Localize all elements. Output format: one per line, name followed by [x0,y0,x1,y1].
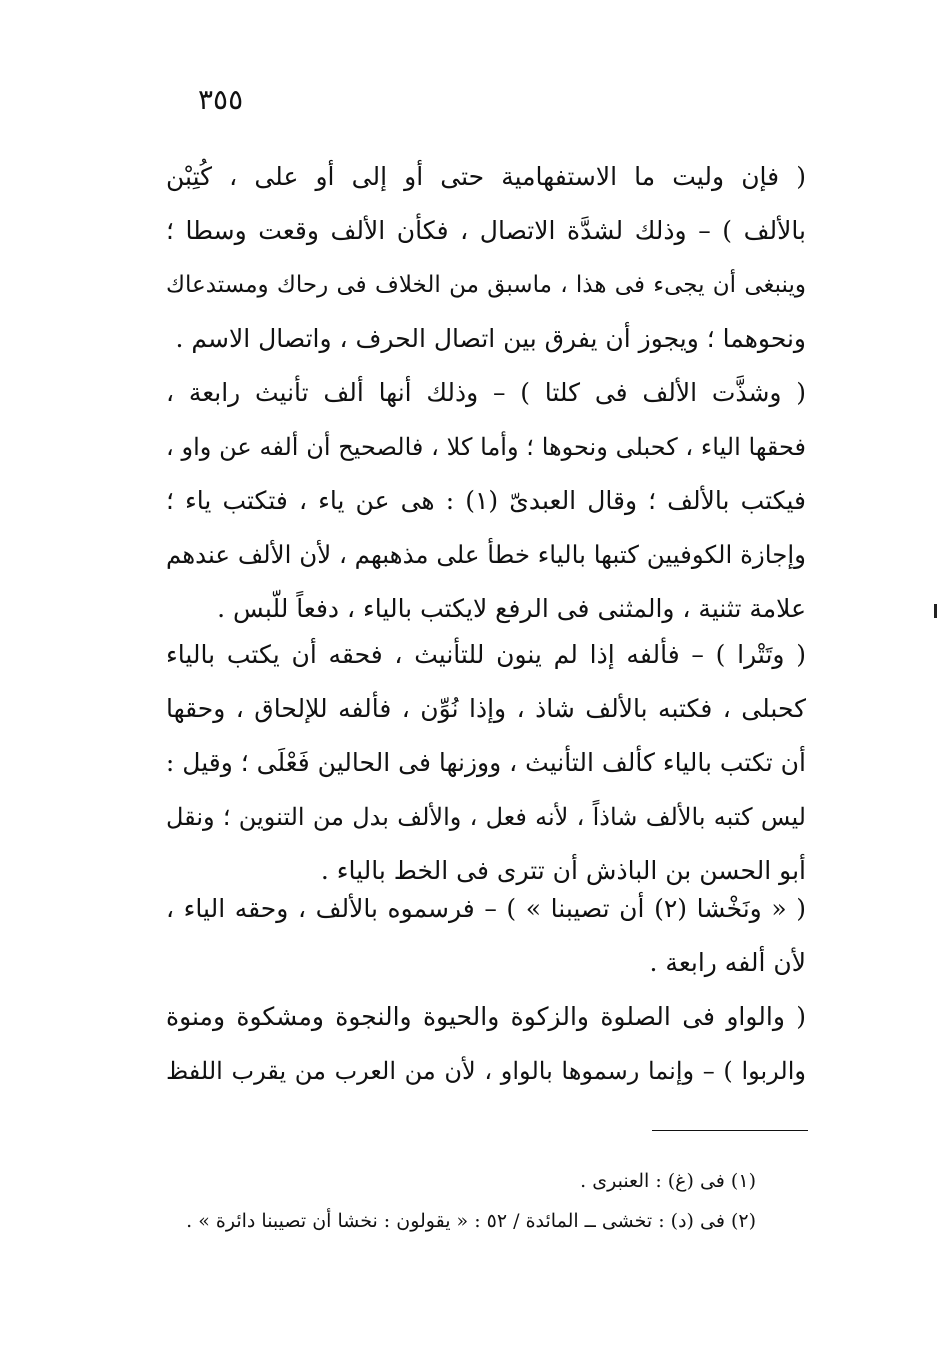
text-line: ( « ونَخْشا (٢) أن تصيبنا » ) – فرسموه بالألف ، وحقه الياء ، [166,894,806,923]
text-line: لأن ألفه رابعة . [649,948,806,977]
page-number: ٣٥٥ [198,83,244,116]
text-line: ( وشذَّت الألف فى كلتا ) – وذلك أنها ألف تأنيث رابعة ، [166,378,806,407]
text-line: أبو الحسن بن الباذش أن تترى فى الخط بالياء . [320,856,806,885]
footnote-2: (٢) فى (د) : تخشى ــ المائدة / ٥٢ : « يقولون : نخشا أن تصيبنا دائرة » . [186,1210,756,1232]
footnote-separator [652,1130,808,1131]
text-line: والربوا ) – وإنما رسموها بالواو ، لأن من العرب من يقرب اللفظ [166,1057,806,1085]
text-line: كحبلى ، فكتبه بالألف شاذ ، وإذا نُوِّن ، فألفه للإلحاق ، وحقها [166,694,806,723]
text-line: ( وتَتْرا ) – فألفه إذا لم ينون للتأنيث ، فحقه أن يكتب بالياء [166,640,806,669]
text-line: فحقها الياء ، كحبلى ونحوها ؛ وأما كلا ، فالصحيح أن ألفه عن واو ، [166,433,806,461]
text-line: بالألف ) – وذلك لشدَّة الاتصال ، فكأن الألف وقعت وسطا ؛ [166,216,806,245]
text-line: أن تكتب بالياء كألف التأنيث ، ووزنها فى الحالين فَعْلَى ؛ وقيل : [166,748,806,777]
paragraph [166,150,806,366]
paragraph [166,366,806,636]
text-line: وإجازة الكوفيين كتبها بالياء خطأ على مذهبهم ، لأن الألف عندهم [166,540,806,569]
text-line: ( فإن وليت ما الاستفهامية حتى أو إلى أو على ، كُتِبْن [166,162,806,191]
footnote-1: (١) فى (غ) : العنبرى . [580,1170,756,1192]
text-line: ليس كتبه بالألف شاذاً ، لأنه فعل ، والألف بدل من التنوين ؛ ونقل [166,803,806,831]
text-line: ( والواو فى الصلوة والزكوة والحيوة والنجوة ومشكوة ومنوة [166,1002,806,1031]
text-line: علامة تثنية ، والمثنى فى الرفع لايكتب بالياء ، دفعاً للّبس . [217,594,806,623]
scan-mark [934,604,937,618]
main-text [166,150,806,1100]
paragraph [166,882,806,990]
text-line: ونحوهما ؛ ويجوز أن يفرق بين اتصال الحرف ، واتصال الاسم . [175,324,806,353]
paragraph [166,990,806,1098]
text-line: فيكتب بالألف ؛ وقال العبدىّ (١) : هى عن ياء ، فتكتب ياء ؛ [166,486,806,515]
paragraph [166,628,806,898]
text-line: وينبغى أن يجىء فى هذا ، ماسبق من الخلاف فى رحاك ومستدعاك [166,272,806,298]
